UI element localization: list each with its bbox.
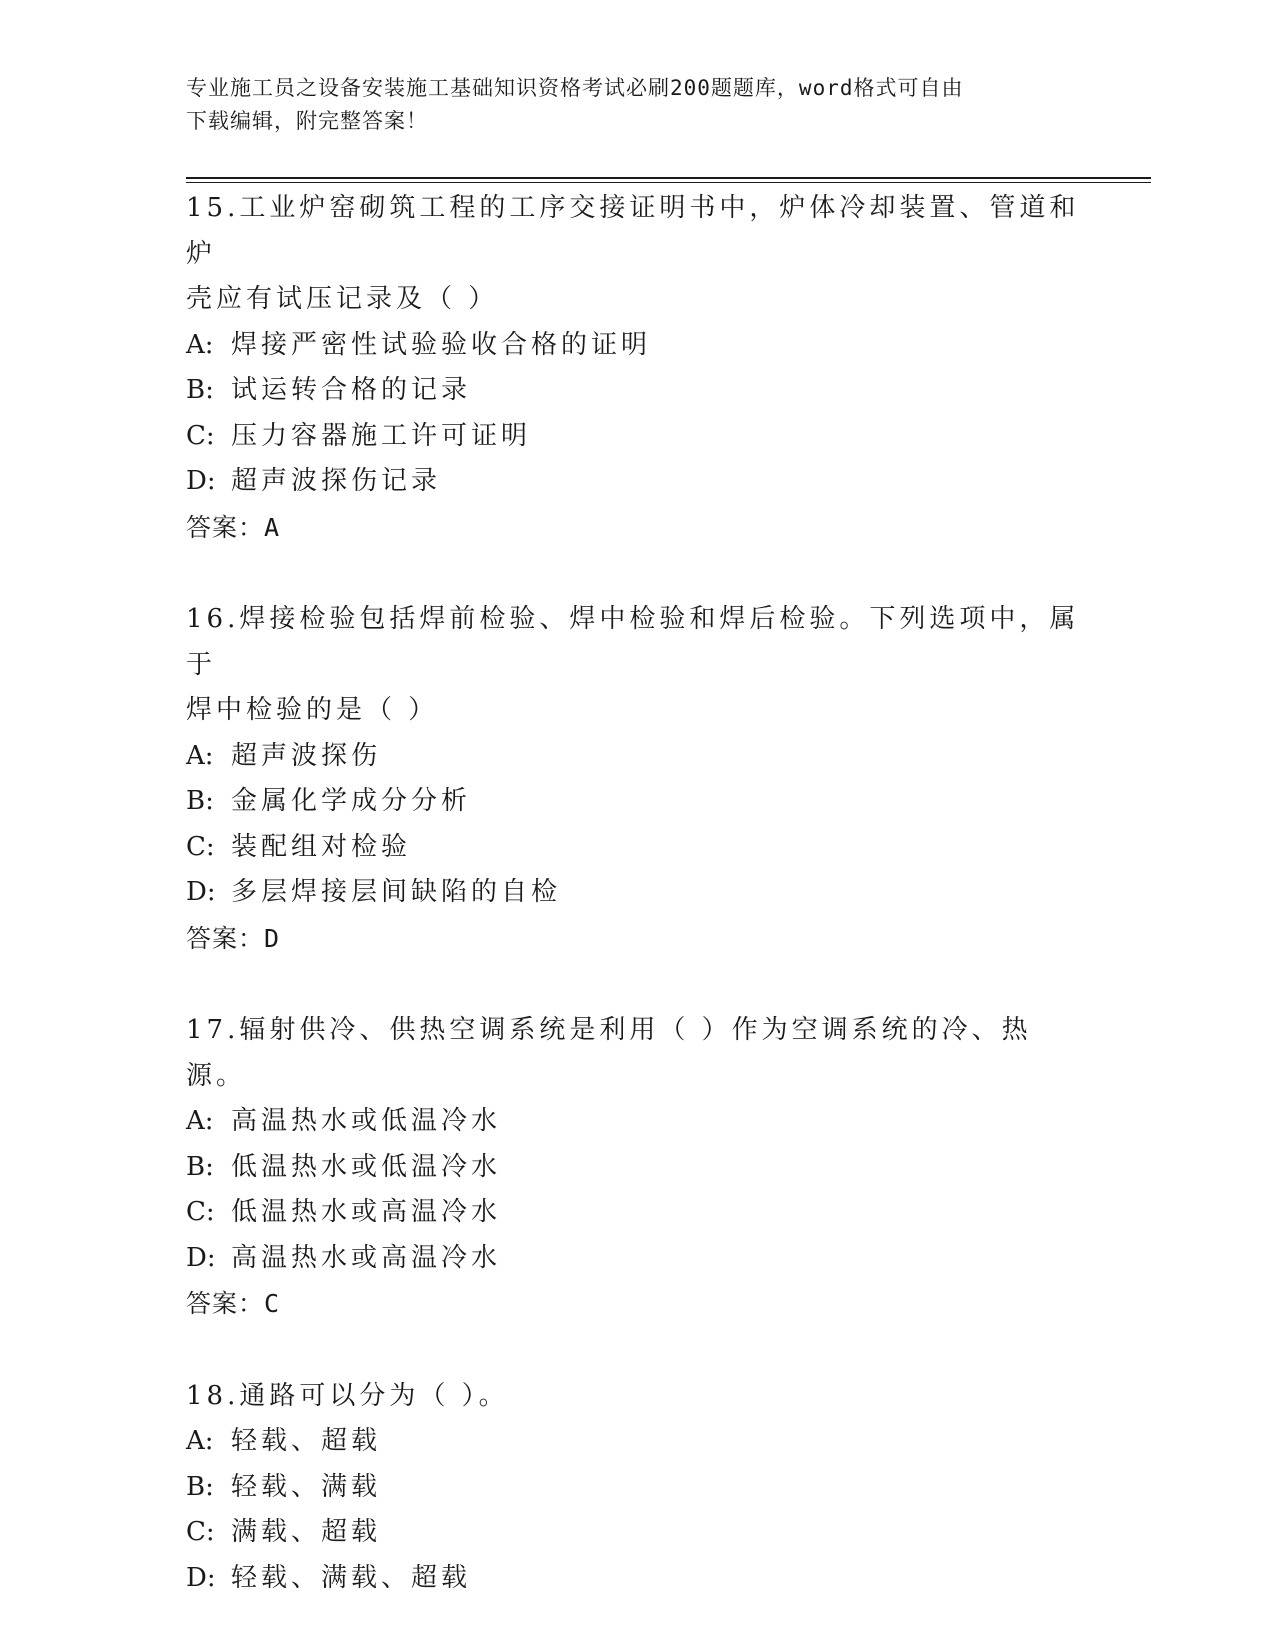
question-stem-line: 16.焊接检验包括焊前检验、焊中检验和焊后检验。下列选项中，属于 — [186, 604, 1080, 680]
question-stem-line: 15.工业炉窑砌筑工程的工序交接证明书中，炉体冷却装置、管道和炉 — [186, 193, 1080, 269]
option-a — [186, 1419, 1086, 1465]
header-divider-thick — [186, 177, 1151, 179]
option-letter: B: — [186, 1471, 214, 1502]
question-stem — [186, 597, 1086, 734]
option-text: 焊接严密性试验验收合格的证明 — [231, 329, 652, 360]
question-stem-line: 17.辐射供冷、供热空调系统是利用（ ）作为空调系统的冷、热源。 — [186, 1015, 1032, 1091]
option-text: 满载、超载 — [231, 1517, 382, 1547]
question-stem-line: 18.通路可以分为（ ）。 — [186, 1380, 509, 1411]
option-text: 超声波探伤 — [231, 740, 382, 771]
option-text: 轻载、满载 — [231, 1471, 382, 1502]
option-letter: B: — [186, 786, 214, 816]
option-a — [186, 323, 1086, 369]
option-a — [186, 734, 1086, 780]
option-letter: D: — [186, 1562, 216, 1593]
option-c — [186, 1190, 1086, 1236]
option-text: 金属化学成分分析 — [231, 786, 472, 816]
option-d — [186, 1556, 1086, 1602]
document-header — [186, 72, 1066, 138]
question-list — [186, 186, 1086, 1648]
answer-line: 答案：D — [186, 923, 281, 953]
option-letter: C: — [186, 1517, 215, 1547]
header-line-1: 专业施工员之设备安装施工基础知识资格考试必刷200题题库，word格式可自由 — [186, 76, 964, 100]
question-18 — [186, 1374, 1086, 1602]
option-letter: A: — [186, 1106, 214, 1136]
option-b — [186, 1145, 1086, 1191]
header-line-2: 下载编辑，附完整答案！ — [186, 109, 428, 133]
question-stem — [186, 186, 1086, 323]
option-letter: B: — [186, 375, 214, 405]
option-text: 装配组对检验 — [231, 831, 412, 862]
option-text: 轻载、超载 — [231, 1426, 382, 1456]
option-letter: B: — [186, 1151, 214, 1182]
question-17 — [186, 1008, 1086, 1327]
option-c — [186, 414, 1086, 460]
option-b — [186, 368, 1086, 414]
option-letter: A: — [186, 329, 214, 360]
option-text: 高温热水或高温冷水 — [231, 1242, 502, 1273]
option-c — [186, 825, 1086, 871]
option-text: 高温热水或低温冷水 — [231, 1106, 502, 1136]
option-text: 多层焊接层间缺陷的自检 — [231, 877, 562, 907]
option-letter: C: — [186, 1197, 215, 1227]
option-letter: A: — [186, 1426, 214, 1456]
option-text: 轻载、满载、超载 — [231, 1562, 472, 1593]
question-stem — [186, 1008, 1086, 1099]
option-b — [186, 1465, 1086, 1511]
option-b — [186, 779, 1086, 825]
question-stem — [186, 1374, 1086, 1420]
option-letter: A: — [186, 740, 214, 771]
question-16 — [186, 597, 1086, 961]
answer-line: 答案：A — [186, 512, 281, 542]
option-text: 试运转合格的记录 — [231, 375, 472, 405]
option-a — [186, 1099, 1086, 1145]
header-divider-thin — [186, 182, 1151, 183]
option-d — [186, 459, 1086, 505]
option-letter: D: — [186, 466, 216, 496]
option-text: 超声波探伤记录 — [231, 466, 442, 496]
answer-line: 答案：C — [186, 1289, 281, 1318]
option-d — [186, 1236, 1086, 1282]
option-letter: C: — [186, 420, 215, 451]
option-letter: D: — [186, 877, 216, 907]
question-stem-line: 壳应有试压记录及（ ） — [186, 284, 499, 314]
option-letter: D: — [186, 1242, 216, 1273]
option-letter: C: — [186, 831, 215, 862]
option-text: 低温热水或低温冷水 — [231, 1151, 502, 1182]
question-stem-line: 焊中检验的是（ ） — [186, 695, 439, 725]
option-d — [186, 870, 1086, 916]
option-text: 压力容器施工许可证明 — [231, 420, 532, 451]
option-c — [186, 1510, 1086, 1556]
question-15 — [186, 186, 1086, 550]
option-text: 低温热水或高温冷水 — [231, 1197, 502, 1227]
